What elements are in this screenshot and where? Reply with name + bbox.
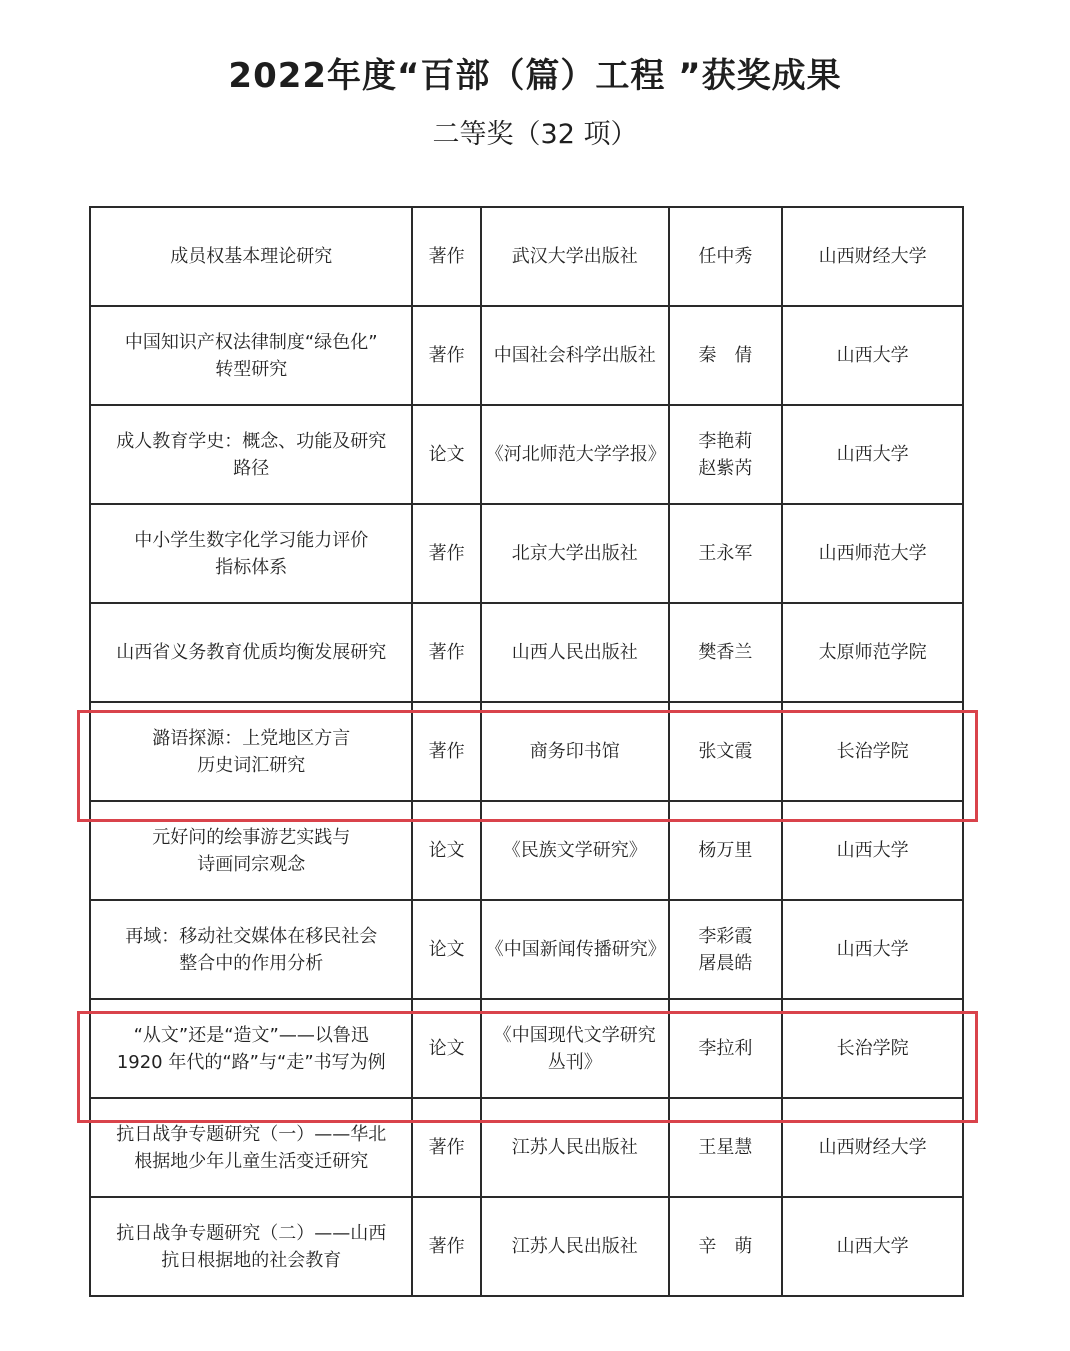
publisher-cell <box>481 504 669 603</box>
publisher-cell <box>481 900 669 999</box>
publisher-line: 江苏人民出版社 <box>511 1236 638 1257</box>
author-line: 樊香兰 <box>698 642 753 663</box>
author-line: 屠晨皓 <box>698 952 753 974</box>
unit-cell: 长治学院 <box>782 999 963 1098</box>
publisher-cell <box>481 603 669 702</box>
author-line: 张文霞 <box>698 741 753 762</box>
table-row <box>90 999 963 1098</box>
title-line: 抗日战争专题研究（一）——华北 <box>116 1123 387 1145</box>
publisher-cell <box>481 999 669 1098</box>
title-line: 诗画同宗观念 <box>197 853 306 875</box>
publisher-cell <box>481 1098 669 1197</box>
title-line: 成人教育学史：概念、功能及研究 <box>116 430 387 452</box>
unit-cell: 山西财经大学 <box>782 1098 963 1197</box>
title-cell <box>90 900 412 999</box>
unit-cell: 山西财经大学 <box>782 207 963 306</box>
title-line: 抗日根据地的社会教育 <box>161 1249 342 1271</box>
author-cell <box>669 1098 783 1197</box>
title-line: 山西省义务教育优质均衡发展研究 <box>116 642 387 663</box>
type-cell: 著作 <box>412 504 480 603</box>
publisher-line: 《中国现代文学研究 <box>493 1024 656 1046</box>
title-line: 抗日战争专题研究（二）——山西 <box>116 1222 387 1244</box>
publisher-cell <box>481 702 669 801</box>
author-line: 王星慧 <box>698 1137 753 1158</box>
type-cell: 著作 <box>412 603 480 702</box>
author-cell <box>669 1197 783 1296</box>
publisher-line: 江苏人民出版社 <box>511 1137 638 1158</box>
title-cell <box>90 207 412 306</box>
author-line: 杨万里 <box>698 840 753 861</box>
author-cell <box>669 702 783 801</box>
publisher-cell <box>481 801 669 900</box>
author-line: 李彩霞 <box>698 925 753 947</box>
title-line: 根据地少年儿童生活变迁研究 <box>134 1150 369 1172</box>
title-cell <box>90 405 412 504</box>
title-cell <box>90 306 412 405</box>
type-cell: 著作 <box>412 1098 480 1197</box>
publisher-cell <box>481 207 669 306</box>
author-cell <box>669 603 783 702</box>
table-row <box>90 504 963 603</box>
type-cell: 著作 <box>412 306 480 405</box>
title-cell <box>90 1197 412 1296</box>
unit-cell: 山西大学 <box>782 900 963 999</box>
title-line: 潞语探源：上党地区方言 <box>152 727 351 749</box>
title-cell <box>90 999 412 1098</box>
table-row <box>90 1197 963 1296</box>
table-row <box>90 1098 963 1197</box>
publisher-line: 武汉大学出版社 <box>511 246 638 267</box>
type-cell: 著作 <box>412 1197 480 1296</box>
unit-cell: 山西大学 <box>782 801 963 900</box>
document-title: 2022年度“百部（篇）工程 ”获奖成果 <box>228 56 842 96</box>
author-line: 辛 萌 <box>698 1236 753 1257</box>
title-line: 路径 <box>233 457 270 479</box>
title-line: 中国知识产权法律制度“绿色化” <box>124 331 378 353</box>
publisher-line: 山西人民出版社 <box>511 642 638 663</box>
author-cell <box>669 207 783 306</box>
title-cell <box>90 702 412 801</box>
author-cell <box>669 900 783 999</box>
table-row <box>90 306 963 405</box>
title-line: 指标体系 <box>215 556 288 578</box>
author-line: 赵紫芮 <box>698 457 753 479</box>
unit-cell: 长治学院 <box>782 702 963 801</box>
author-cell <box>669 405 783 504</box>
table-row <box>90 207 963 306</box>
title-line: 元好问的绘事游艺实践与 <box>152 826 351 848</box>
publisher-line: 中国社会科学出版社 <box>493 345 656 366</box>
table-row <box>90 603 963 702</box>
author-line: 王永军 <box>698 543 753 564</box>
type-cell: 著作 <box>412 207 480 306</box>
title-line: 转型研究 <box>215 358 288 380</box>
title-line: “从文”还是“造文”——以鲁迅 <box>133 1024 369 1046</box>
title-line: 整合中的作用分析 <box>179 952 324 974</box>
title-line: 历史词汇研究 <box>197 754 306 776</box>
title-cell <box>90 504 412 603</box>
table-row <box>90 405 963 504</box>
type-cell: 论文 <box>412 999 480 1098</box>
publisher-line: 丛刊》 <box>547 1051 602 1073</box>
publisher-cell <box>481 1197 669 1296</box>
awards-table <box>89 206 964 1297</box>
title-cell <box>90 603 412 702</box>
publisher-line: 《中国新闻传播研究》 <box>485 939 666 960</box>
publisher-line: 商务印书馆 <box>529 741 620 762</box>
author-cell <box>669 504 783 603</box>
author-cell <box>669 306 783 405</box>
title-line: 中小学生数字化学习能力评价 <box>134 529 369 551</box>
author-cell <box>669 801 783 900</box>
title-line: 成员权基本理论研究 <box>170 246 333 267</box>
author-cell <box>669 999 783 1098</box>
unit-cell: 山西大学 <box>782 1197 963 1296</box>
title-cell <box>90 801 412 900</box>
author-line: 李艳莉 <box>698 430 753 452</box>
author-line: 李拉利 <box>698 1038 753 1059</box>
unit-cell: 山西大学 <box>782 306 963 405</box>
publisher-line: 北京大学出版社 <box>511 543 638 564</box>
table-row <box>90 801 963 900</box>
publisher-line: 《民族文学研究》 <box>502 840 647 861</box>
unit-cell: 山西大学 <box>782 405 963 504</box>
type-cell: 论文 <box>412 405 480 504</box>
publisher-line: 《河北师范大学学报》 <box>485 444 666 465</box>
publisher-cell <box>481 306 669 405</box>
table-row <box>90 900 963 999</box>
unit-cell: 山西师范大学 <box>782 504 963 603</box>
table-row <box>90 702 963 801</box>
author-line: 任中秀 <box>698 246 753 267</box>
title-cell <box>90 1098 412 1197</box>
author-line: 秦 倩 <box>698 345 753 366</box>
publisher-cell <box>481 405 669 504</box>
unit-cell: 太原师范学院 <box>782 603 963 702</box>
award-level-subtitle: 二等奖（32 项） <box>432 119 638 150</box>
type-cell: 论文 <box>412 801 480 900</box>
type-cell: 著作 <box>412 702 480 801</box>
type-cell: 论文 <box>412 900 480 999</box>
title-line: 1920 年代的“路”与“走”书写为例 <box>116 1051 386 1073</box>
title-line: 再域：移动社交媒体在移民社会 <box>125 925 378 947</box>
